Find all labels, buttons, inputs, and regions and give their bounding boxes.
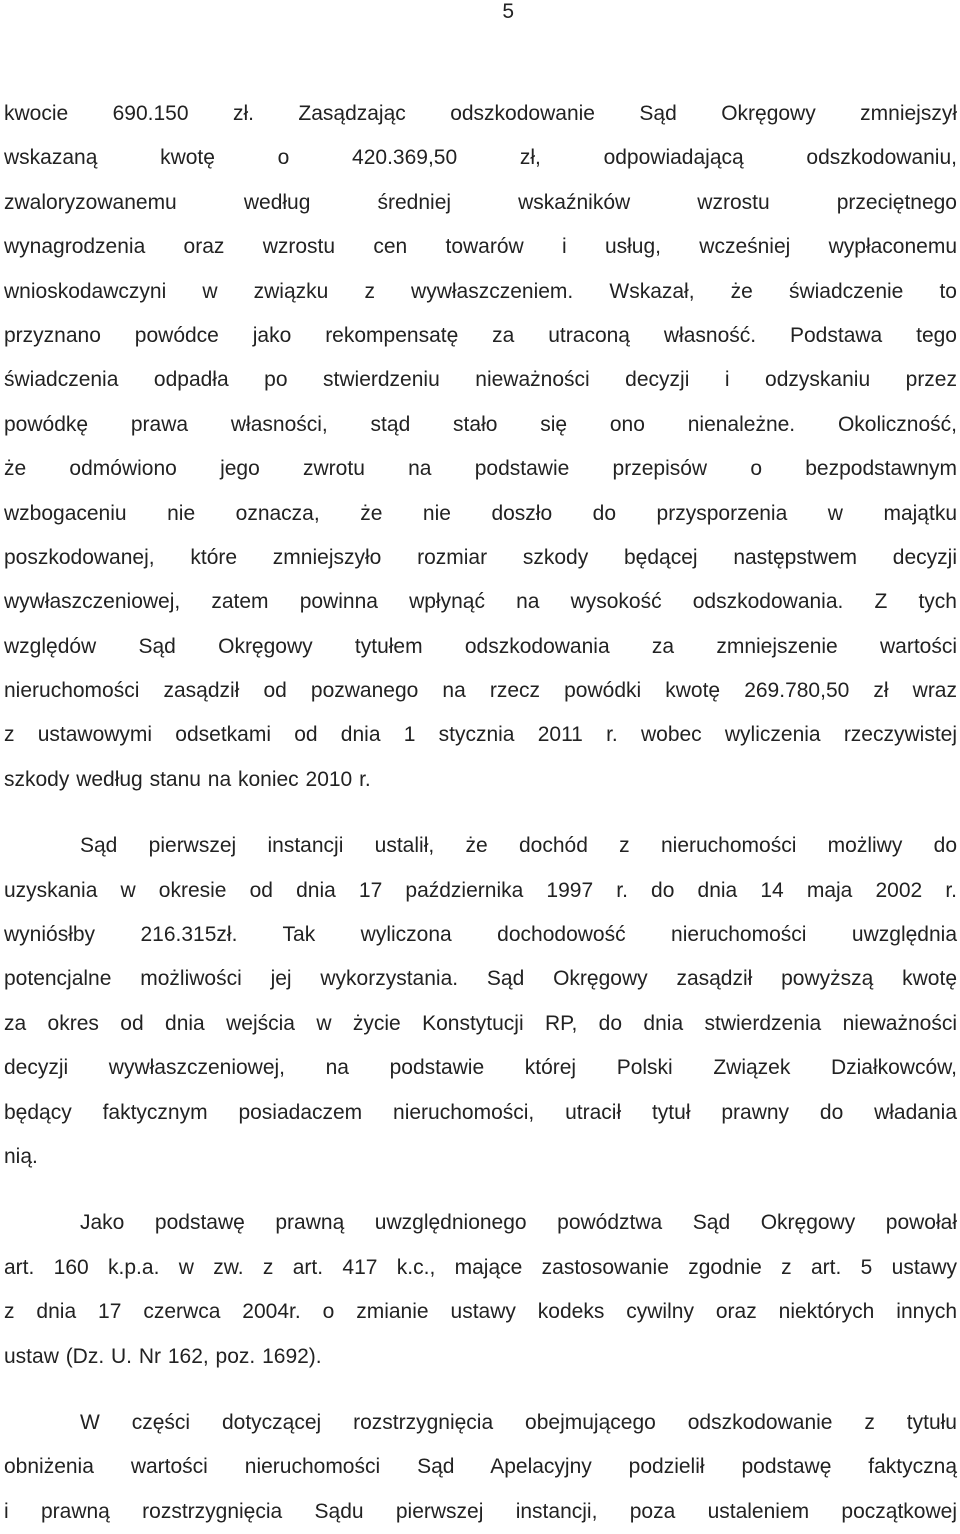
paragraph-gap — [4, 1379, 957, 1401]
text-line: świadczenia odpadła po stwierdzeniu nieważności decyzji i odzyskaniu przez — [4, 368, 957, 392]
paragraph — [4, 1401, 957, 1534]
text-line: będący faktycznym posiadaczem nieruchomości, utracił tytuł prawny do władania — [4, 1100, 957, 1124]
text-line: wynagrodzenia oraz wzrostu cen towarów i usług, wcześniej wypłaconemu — [4, 235, 957, 259]
text-line: obniżenia wartości nieruchomości Sąd Apelacyjny podzielił podstawę faktyczną — [4, 1455, 957, 1479]
text-line: Jako podstawę prawną uwzględnionego powództwa Sąd Okręgowy powołał — [80, 1211, 957, 1235]
paragraph-gap — [4, 802, 957, 824]
text-line: z dnia 17 czerwca 2004r. o zmianie ustawy kodeks cywilny oraz niektórych innych — [4, 1300, 957, 1324]
text-line: powódkę prawa własności, stąd stało się ono nienależne. Okoliczność, — [4, 412, 957, 436]
paragraph — [4, 824, 957, 1179]
text-line: uzyskania w okresie od dnia 17 października 1997 r. do dnia 14 maja 2002 r. — [4, 878, 957, 902]
text-line: z ustawowymi odsetkami od dnia 1 stycznia 2011 r. wobec wyliczenia rzeczywistej — [4, 723, 957, 747]
text-line: wyniósłby 216.315zł. Tak wyliczona dochodowość nieruchomości uwzględnia — [4, 923, 957, 947]
text-line: i prawną rozstrzygnięcia Sądu pierwszej instancji, poza ustaleniem początkowej — [4, 1499, 957, 1523]
text-line: szkody według stanu na koniec 2010 r. — [4, 767, 371, 791]
text-line: nieruchomości zasądził od pozwanego na rzecz powódki kwotę 269.780,50 zł wraz — [4, 679, 957, 703]
text-line: potencjalne możliwości jej wykorzystania. Sąd Okręgowy zasądził powyższą kwotę — [4, 967, 957, 991]
text-line: decyzji wywłaszczeniowej, na podstawie której Polski Związek Działkowców, — [4, 1056, 957, 1080]
text-line: wywłaszczeniowej, zatem powinna wpłynąć na wysokość odszkodowania. Z tych — [4, 590, 957, 614]
text-line: wzbogaceniu nie oznacza, że nie doszło do przysporzenia w majątku — [4, 501, 957, 525]
paragraph — [4, 92, 957, 802]
text-line: że odmówiono jego zwrotu na podstawie przepisów o bezpodstawnym — [4, 457, 957, 481]
document-body — [4, 92, 957, 1534]
text-line: kwocie 690.150 zł. Zasądzając odszkodowanie Sąd Okręgowy zmniejszył — [4, 102, 957, 125]
text-line: poszkodowanej, które zmniejszyło rozmiar szkody będącej następstwem decyzji — [4, 545, 957, 569]
text-line: wskazaną kwotę o 420.369,50 zł, odpowiadającą odszkodowaniu, — [4, 146, 957, 170]
page-number: 5 — [502, 0, 514, 23]
text-line: ustaw (Dz. U. Nr 162, poz. 1692). — [4, 1344, 322, 1368]
paragraph-gap — [4, 1179, 957, 1201]
text-line: Sąd pierwszej instancji ustalił, że dochód z nieruchomości możliwy do — [80, 834, 957, 858]
paragraph — [4, 1201, 957, 1379]
text-line: za okres od dnia wejścia w życie Konstytucji RP, do dnia stwierdzenia nieważności — [4, 1011, 957, 1035]
text-line: nią. — [4, 1144, 38, 1168]
text-line: art. 160 k.p.a. w zw. z art. 417 k.c., mające zastosowanie zgodnie z art. 5 ustawy — [4, 1255, 957, 1279]
text-line: wnioskodawczyni w związku z wywłaszczeniem. Wskazał, że świadczenie to — [4, 279, 957, 303]
text-line: przyznano powódce jako rekompensatę za utraconą własność. Podstawa tego — [4, 323, 957, 347]
text-line: względów Sąd Okręgowy tytułem odszkodowania za zmniejszenie wartości — [4, 634, 957, 658]
text-line: zwaloryzowanemu według średniej wskaźników wzrostu przeciętnego — [4, 190, 957, 214]
text-line: W części dotyczącej rozstrzygnięcia obejmującego odszkodowanie z tytułu — [80, 1410, 957, 1434]
